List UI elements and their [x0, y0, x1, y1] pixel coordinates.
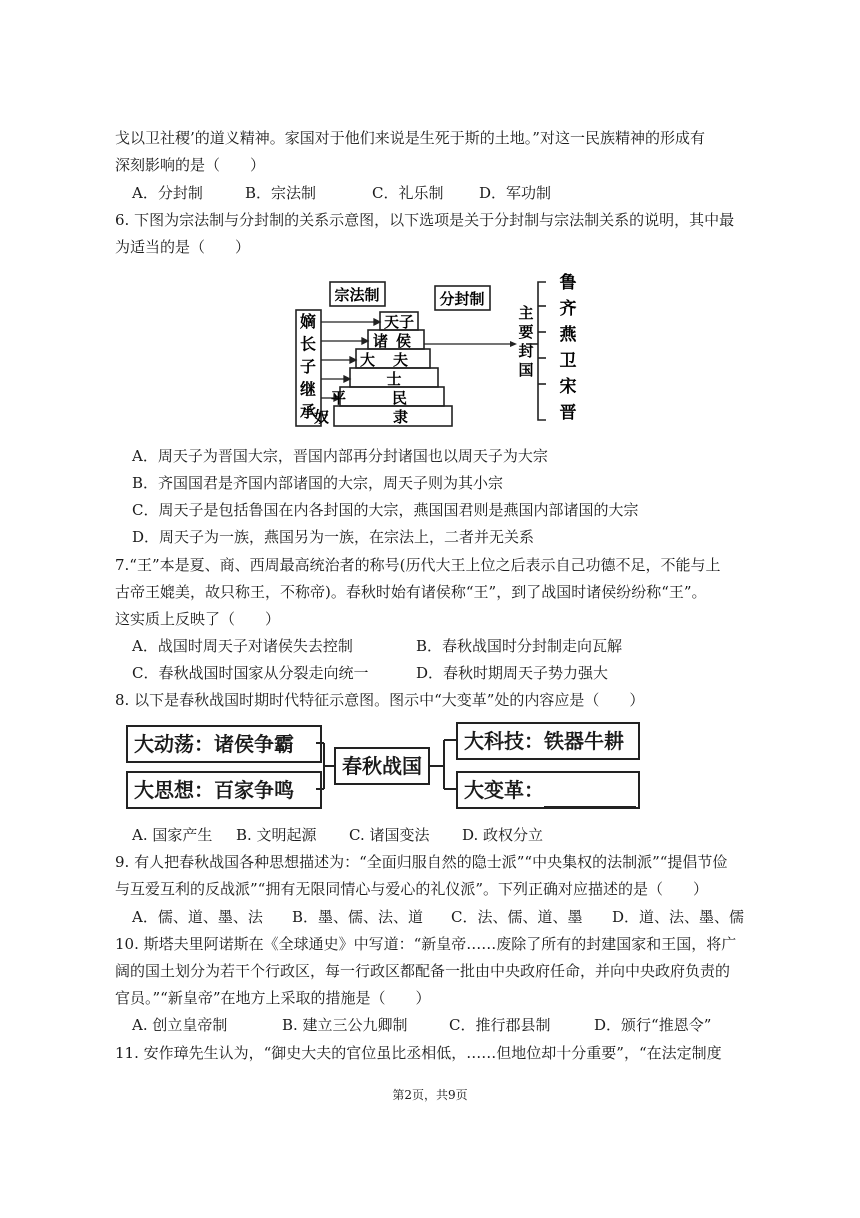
- left-column-chars: [299, 312, 316, 421]
- q8-option-a: A. 国家产生: [132, 826, 213, 844]
- q5-option-b: B．宗法制: [245, 184, 317, 202]
- q9-line1: 9. 有人把春秋战国各种思想描述为：“全面归服自然的隐士派”“中央集权的法制派”“提倡节俭: [115, 853, 728, 871]
- vassal-state-2: 燕: [559, 325, 577, 345]
- vassal-label-char-2: 封: [518, 342, 534, 360]
- main-vassal-label: [518, 304, 533, 379]
- q10-option-c: C．推行郡县制: [449, 1016, 551, 1034]
- q5-option-c: C．礼乐制: [372, 184, 444, 202]
- q11-line1: 11. 安作璋先生认为，“御史大夫的官位虽比丞相低，……但地位却十分重要”，“在法定制度: [115, 1044, 722, 1062]
- left-column-char-3: 继: [299, 379, 317, 399]
- q8-right-top-box: 大科技：铁器牛耕: [456, 722, 640, 760]
- q6-option-b: B．齐国国君是齐国内部诸国的大宗，周天子则为其小宗: [132, 474, 504, 492]
- q7-line3: 这实质上反映了（ ）: [115, 610, 281, 628]
- tier-tianzi: 天子: [383, 313, 415, 331]
- q10-line1: 10. 斯塔夫里阿诺斯在《全球通史》中写道：“新皇帝……废除了所有的封建国家和王国，将广: [115, 935, 737, 953]
- left-column-char-4: 承: [299, 402, 317, 421]
- q8-center-box: 春秋战国: [334, 747, 430, 785]
- q5-option-a: A．分封制: [132, 184, 203, 202]
- page-footer: 第2页，共9页: [392, 1088, 468, 1102]
- q7-option-c: C．春秋战国时国家从分裂走向统一: [132, 664, 369, 682]
- q5-option-d: D．军功制: [479, 184, 552, 202]
- vassal-label-char-1: 要: [518, 323, 534, 341]
- tier-zhuhou: 诸侯: [372, 332, 420, 350]
- q8-line1: 8. 以下是春秋战国时期时代特征示意图。图示中“大变革”处的内容应是（ ）: [115, 691, 645, 709]
- q8-left-bottom-box: 大思想：百家争鸣: [126, 771, 322, 809]
- q5-line2: 深刻影响的是（ ）: [115, 156, 266, 174]
- q8-right-bottom-box: [456, 771, 640, 809]
- left-column-char-1: 长: [299, 334, 317, 354]
- vassal-state-4: 宋: [559, 377, 577, 397]
- zongfa-label: 宗法制: [334, 286, 380, 304]
- vassal-state-list: [560, 272, 578, 423]
- vassal-label-char-3: 国: [518, 361, 534, 379]
- q9-option-c: C．法、儒、道、墨: [451, 908, 583, 926]
- q8-option-d: D. 政权分立: [462, 826, 544, 844]
- q8-blank: [544, 784, 636, 807]
- q6-option-c: C．周天子是包括鲁国在内各封国的大宗，燕国国君则是燕国内部诸国的大宗: [132, 501, 639, 519]
- tier-shi: 士: [386, 370, 402, 388]
- vassal-state-1: 齐: [559, 299, 577, 319]
- left-column-char-2: 子: [299, 357, 317, 376]
- q7-option-b: B．春秋战国时分封制走向瓦解: [416, 637, 623, 655]
- q7-option-a: A．战国时周天子对诸侯失去控制: [132, 637, 353, 655]
- q9-line2: 与互爱互利的反战派”“拥有无限同情心与爱心的礼仪派”。下列正确对应描述的是（ ）: [115, 880, 709, 898]
- q6-line2: 为适当的是（ ）: [115, 238, 251, 256]
- q7-option-d: D．春秋时期周天子势力强大: [416, 664, 609, 682]
- fenfeng-label: 分封制: [439, 290, 485, 308]
- q9-option-b: B．墨、儒、法、道: [292, 908, 424, 926]
- tier-nuli: 奴隶: [313, 408, 473, 426]
- q10-option-b: B. 建立三公九卿制: [282, 1016, 408, 1034]
- q6-option-a: A．周天子为晋国大宗，晋国内部再分封诸国也以周天子为大宗: [132, 447, 548, 465]
- q8-option-c: C. 诸国变法: [349, 826, 430, 844]
- q10-line2: 阔的国土划分为若干个行政区，每一行政区都配备一批由中央政府任命，并向中央政府负责的: [115, 962, 731, 980]
- q6-figure: [288, 262, 588, 442]
- q10-option-a: A. 创立皇帝制: [132, 1016, 228, 1034]
- vassal-label-char-0: 主: [518, 304, 534, 322]
- q6-line1: 6. 下图为宗法制与分封制的关系示意图，以下选项是关于分封制与宗法制关系的说明，其中最: [115, 211, 735, 229]
- vassal-state-5: 晋: [559, 403, 577, 423]
- q9-option-a: A．儒、道、墨、法: [132, 908, 263, 926]
- q7-line1: 7.“王”本是夏、商、西周最高统治者的称号(历代大王上位之后表示自己功德不足，不能与上: [115, 556, 721, 574]
- q7-line2: 古帝王媲美，故只称王，不称帝)。春秋时始有诸侯称“王”，到了战国时诸侯纷纷称“王”。: [115, 583, 707, 601]
- q10-option-d: D．颁行“推恩令”: [594, 1016, 712, 1034]
- tier-dafu: 大夫: [359, 351, 427, 369]
- q8-left-top-box: 大动荡：诸侯争霸: [126, 725, 322, 763]
- q8-figure: [126, 722, 640, 812]
- q8-right-bottom-label: 大变革：: [464, 778, 544, 802]
- left-column-char-0: 嫡: [299, 312, 317, 331]
- q5-line1: 戈以卫社稷’的道义精神。家国对于他们来说是生死于斯的土地。”对这一民族精神的形成有: [115, 129, 705, 147]
- tier-pingmin: 平民: [330, 389, 454, 407]
- q6-option-d: D．周天子为一族，燕国另为一族，在宗法上，二者并无关系: [132, 528, 535, 546]
- q10-line3: 官员。”“新皇帝”在地方上采取的措施是（ ）: [115, 989, 431, 1007]
- vassal-state-3: 卫: [559, 351, 577, 371]
- q8-option-b: B. 文明起源: [236, 826, 317, 844]
- q9-option-d: D．道、法、墨、儒: [612, 908, 745, 926]
- vassal-state-0: 鲁: [559, 273, 577, 293]
